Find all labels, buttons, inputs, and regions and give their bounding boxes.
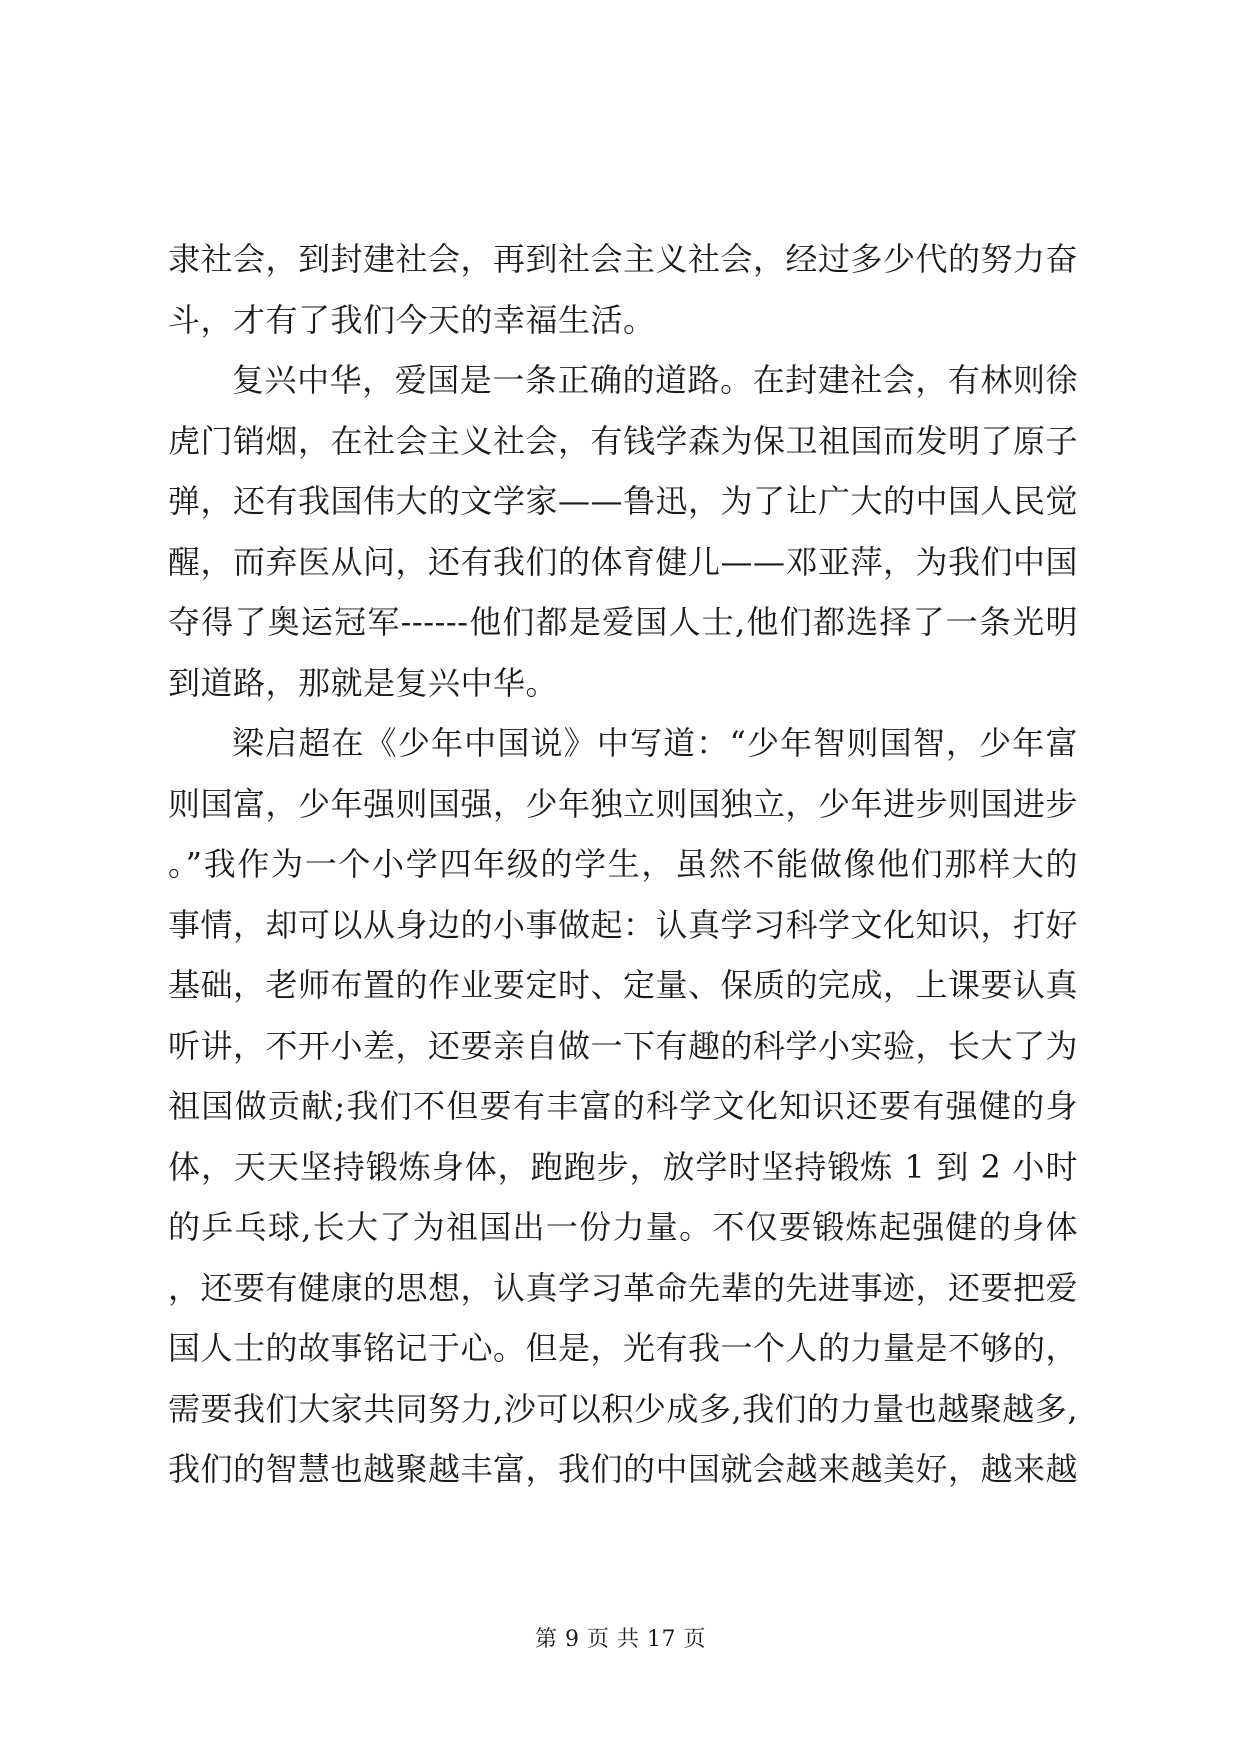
paragraph-2: 复兴中华，爱国是一条正确的道路。在封建社会，有林则徐虎门销烟，在社会主义社会，有钱学森为保卫祖国而发明了原子弹，还有我国伟大的文学家——鲁迅，为了让广大的中国人民觉醒，而弃医从问，还有我们的体育健儿——邓亚萍，为我们中国夺得了奥运冠军------他们都是爱国人士,他们都选择了一条光明到道路，那就是复兴中华。 xyxy=(168,361,1079,702)
paragraph-3: 梁启超在《少年中国说》中写道：“少年智则国智，少年富则国富，少年强则国强，少年独立则国独立，少年进步则国进步。”我作为一个小学四年级的学生，虽然不能做像他们那样大的事情，却可以从身边的小事做起：认真学习科学文化知识，打好基础，老师布置的作业要定时、定量、保质的完成，上课要认真听讲，不开小差，还要亲自做一下有趣的科学小实验，长大了为祖国做贡献;我们不但要有丰富的科学文化知识还要有强健的身体，天天坚持锻炼身体，跑跑步，放学时坚持锻炼 1 到 2 小时的乒乓球,长大了为祖国出一份力量。不仅要锻炼起强健的身体，还要有健康的思想，认真学习革命先辈的先进事迹，还要把爱国人士的故事铭记于心。但是，光有我一个人的力量是不够的，需要我们大家共同努力,沙可以积少成多,我们的力量也越聚越多,我们的智慧也越聚越丰富，我们的中国就会越来越美好，越来越 xyxy=(168,724,1079,1488)
paragraph-1: 隶社会，到封建社会，再到社会主义社会，经过多少代的努力奋斗，才有了我们今天的幸福生活。 xyxy=(168,240,1079,339)
document-body xyxy=(168,229,1078,1500)
page-number-footer: 第 9 页 共 17 页 xyxy=(535,1627,706,1652)
